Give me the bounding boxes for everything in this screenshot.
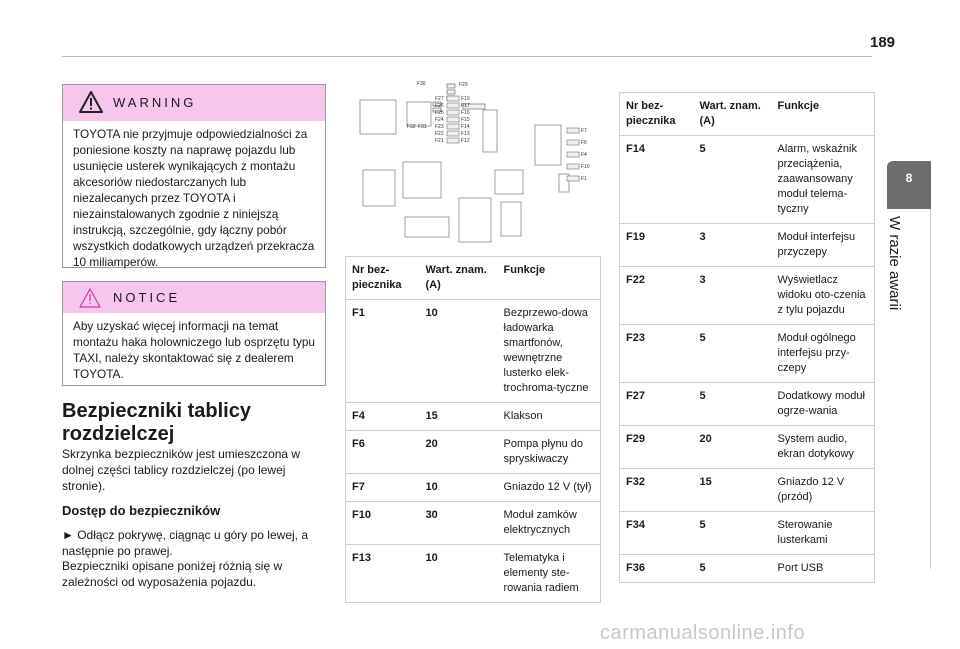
header-fuse: Nr bez-piecznika (620, 93, 694, 136)
fuse-function: Gniazdo 12 V (przód) (772, 469, 875, 512)
warning-title: WARNING (113, 95, 197, 110)
watermark: carmanualsonline.info (600, 622, 806, 644)
side-rule (930, 209, 931, 569)
fuse-box-diagram (355, 80, 595, 245)
fuse-function: Telematyka i elementy ste-rowania radiem (498, 545, 601, 603)
step-2: Bezpieczniki opisane poniżej różnią się w zależności od wyposażenia pojazdu. (62, 559, 283, 589)
notice-triangle-icon (79, 288, 101, 308)
fuse-function: Bezprzewo-dowa ładowarka smartfonów, wewnętrzne lusterko elek-trochroma-tyczne (498, 300, 601, 403)
fuse-rating: 5 (694, 555, 772, 583)
diagram-fuse-slot (447, 103, 459, 108)
chapter-tab[interactable] (887, 161, 931, 209)
fuse-number: F10 (346, 502, 420, 545)
fuse-function: Pompa płynu do spryskiwaczy (498, 431, 601, 474)
header-amp: Wart. znam. (A) (420, 257, 498, 300)
diagram-fuse-slot (567, 128, 579, 133)
fuse-number: F27 (620, 383, 694, 426)
fuse-column (435, 96, 470, 144)
diagram-fuse-slot (447, 131, 459, 136)
fuse-number: F32 (620, 469, 694, 512)
fuse-rating: 10 (420, 474, 498, 502)
fuse-rating: 20 (420, 431, 498, 474)
diagram-fuse-label: F12 (461, 138, 470, 144)
diagram-fuse-label: F17 (461, 103, 470, 109)
diagram-fuse-slot (447, 124, 459, 129)
diagram-label-f36: F36 (417, 81, 426, 87)
fuse-rating: 30 (420, 502, 498, 545)
fuse-number: F34 (620, 512, 694, 555)
fuse-number: F1 (346, 300, 420, 403)
fuse-rating: 15 (694, 469, 772, 512)
fuse-function: Dodatkowy moduł ogrze-wania (772, 383, 875, 426)
fuse-number: F6 (346, 431, 420, 474)
fuse-rating: 5 (694, 512, 772, 555)
fuse-rating: 20 (694, 426, 772, 469)
fuse-function: Gniazdo 12 V (tył) (498, 474, 601, 502)
warning-text: TOYOTA nie przyjmuje odpowiedzialności za poniesione koszty na naprawę pojazdu lub usunięcie usterek wynikających z montażu akcesoriów niedostarczanych lub niezalecanych przez TOYOTA i niezainstalowanych zgodnie z niniejszą instrukcją, szczególnie, gdy łączny pobór wszystkich dodatkowych urządzeń przekracza 10 miliamperów. (73, 127, 315, 269)
diagram-fuse-label: F22 (435, 131, 444, 137)
fuse-function: Klakson (498, 403, 601, 431)
step-1: ► Odłącz pokrywę, ciągnąc u góry po lewej, a następnie po prawej. (62, 528, 308, 558)
table-row (346, 403, 601, 431)
table-row (620, 136, 875, 224)
fuse-rating: 15 (420, 403, 498, 431)
chapter-label-text: W razie awarii (886, 216, 903, 311)
diagram-label-f31: F31 (418, 124, 427, 130)
fuse-function: System audio, ekran dotykowy (772, 426, 875, 469)
diagram-fuse-slot (567, 176, 579, 181)
table-row (620, 325, 875, 383)
diagram-fuse-slot (447, 117, 459, 122)
diagram-fuse-slot (567, 164, 579, 169)
header-function: Funkcje (772, 93, 875, 136)
diagram-fuse-label: F7 (581, 128, 587, 134)
table-row (620, 512, 875, 555)
diagram-fuse-slot (567, 152, 579, 157)
header-amp: Wart. znam. (A) (694, 93, 772, 136)
fuse-number: F4 (346, 403, 420, 431)
header-function: Funkcje (498, 257, 601, 300)
fuse-number: F14 (620, 136, 694, 224)
access-title: Dostęp do bezpieczników (62, 503, 221, 518)
table-row (620, 426, 875, 469)
fuse-function: Moduł interfejsu przyczepy (772, 224, 875, 267)
warning-triangle-icon (79, 91, 103, 113)
fuse-function: Port USB (772, 555, 875, 583)
notice-header (63, 282, 325, 313)
fuse-number: F22 (620, 267, 694, 325)
diagram-fuse-label: F19 (461, 96, 470, 102)
chapter-number: 8 (905, 171, 913, 185)
fuse-number: F36 (620, 555, 694, 583)
diagram-label-f29: F29 (459, 82, 468, 88)
diagram-fuse-label: F4 (581, 152, 587, 158)
fuse-number: F29 (620, 426, 694, 469)
table-row (346, 545, 601, 603)
fuse-rating: 5 (694, 383, 772, 426)
fuse-function: Moduł zamków elektrycznych (498, 502, 601, 545)
top-rule (62, 56, 872, 57)
table-row (346, 300, 601, 403)
diagram-fuse-label: F25 (435, 110, 444, 116)
fuse-rating: 5 (694, 325, 772, 383)
diagram-fuse-label: F24 (435, 117, 444, 123)
diagram-fuse-label: F1 (581, 176, 587, 182)
notice-text: Aby uzyskać więcej informacji na temat montażu haka holowniczego lub osprzętu typu TAXI, należy skontaktować się z dealerem TOYOTA. (73, 319, 315, 381)
table-row (620, 469, 875, 512)
notice-title: NOTICE (113, 290, 181, 305)
fuse-rating: 3 (694, 224, 772, 267)
table-row (346, 431, 601, 474)
fuse-function: Moduł ogólnego interfejsu przy-czepy (772, 325, 875, 383)
table-row (346, 474, 601, 502)
fuse-table-2 (619, 92, 875, 583)
diagram-fuse-slot (447, 138, 459, 143)
diagram-fuse-slot (447, 96, 459, 101)
page-number: 189 (870, 34, 896, 51)
diagram-fuse-label: F16 (461, 110, 470, 116)
chapter-label (886, 216, 908, 336)
fuse-number: F7 (346, 474, 420, 502)
diagram-fuse-label: F15 (461, 117, 470, 123)
diagram-fuse-label: F27 (435, 96, 444, 102)
diagram-fuse-label: F14 (461, 124, 470, 130)
fuse-rating: 10 (420, 545, 498, 603)
diagram-label-f32: F32 (407, 124, 416, 130)
notice-box (62, 281, 326, 386)
fuse-table-1 (345, 256, 601, 603)
diagram-fuse-slot (447, 110, 459, 115)
table-row (620, 267, 875, 325)
diagram-fuse-label: F21 (435, 138, 444, 144)
table-row (620, 224, 875, 267)
header-fuse: Nr bez-piecznika (346, 257, 420, 300)
fuse-rating: 10 (420, 300, 498, 403)
fuse-rating: 5 (694, 136, 772, 224)
diagram-fuse-label: F6 (581, 140, 587, 146)
diagram-fuse-label: F10 (581, 164, 590, 170)
warning-box (62, 84, 326, 268)
table-row (620, 555, 875, 583)
fuse-number: F23 (620, 325, 694, 383)
section-intro: Skrzynka bezpieczników jest umieszczona w dolnej części tablicy rozdzielczej (po lewej stronie). (62, 447, 301, 493)
fuse-right-stack (567, 128, 590, 182)
fuse-function: Sterowanie lusterkami (772, 512, 875, 555)
diagram-fuse-label: F26 (435, 103, 444, 109)
fuse-number: F13 (346, 545, 420, 603)
fuse-number: F19 (620, 224, 694, 267)
access-steps (62, 528, 324, 590)
fuse-rating: 3 (694, 267, 772, 325)
diagram-fuse-label: F13 (461, 131, 470, 137)
table-row (620, 383, 875, 426)
section-title: Bezpieczniki tablicy rozdzielczej (62, 400, 251, 445)
diagram-fuse-label: F23 (435, 124, 444, 130)
fuse-function: Alarm, wskaźnik przeciążenia, zaawansowany moduł telema-tyczny (772, 136, 875, 224)
table-row (346, 502, 601, 545)
diagram-fuse-slot (567, 140, 579, 145)
fuse-function: Wyświetlacz widoku oto-czenia z tylu pojazdu (772, 267, 875, 325)
warning-header (63, 85, 325, 121)
